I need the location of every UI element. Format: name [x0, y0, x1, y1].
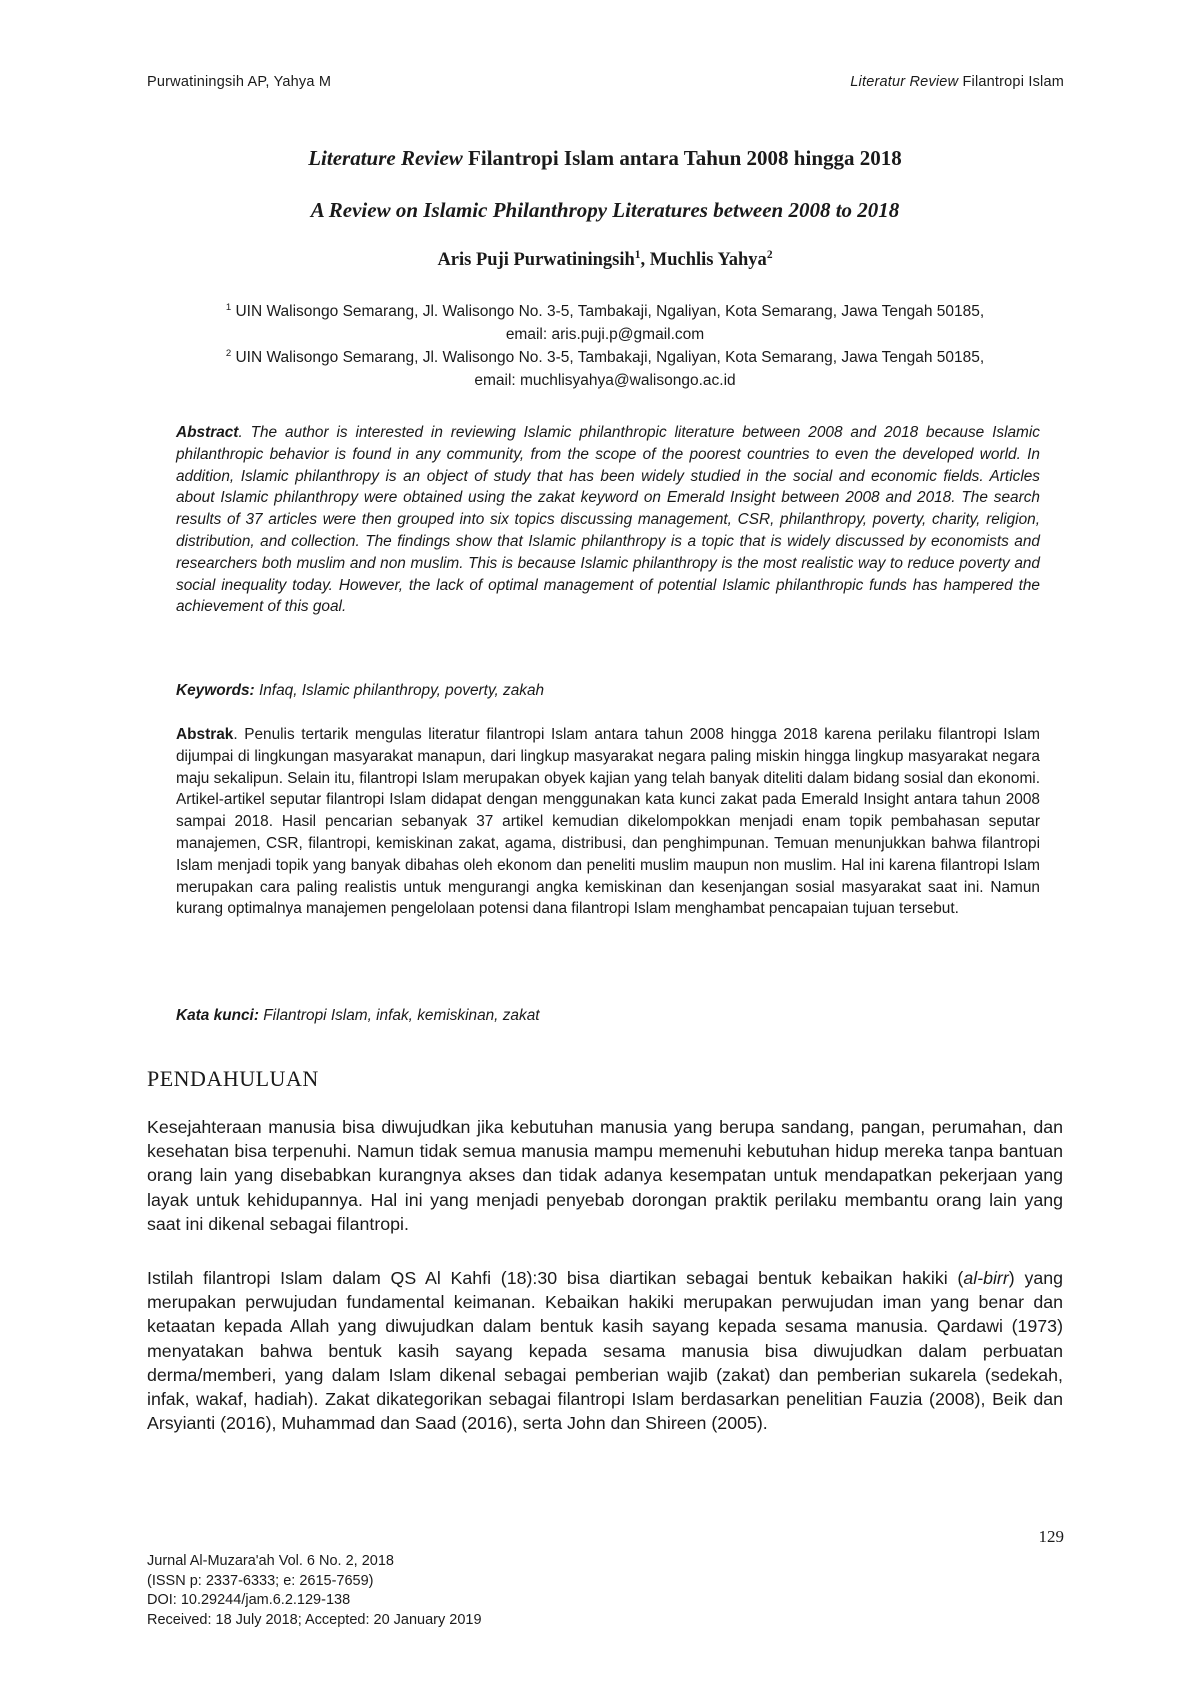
- abstract-english: [176, 422, 1040, 618]
- author-affiliation-mark: 2: [766, 248, 773, 261]
- page-number: 129: [1038, 1527, 1064, 1546]
- affiliation-institution: [147, 347, 1063, 370]
- footer-doi: DOI: 10.29244/jam.6.2.129-138: [147, 1592, 351, 1608]
- running-header-authors: Purwatiningsih AP, Yahya M: [147, 74, 332, 90]
- author-list: [147, 250, 1063, 271]
- keywords-english: [176, 680, 1040, 702]
- author-name: Aris Puji Purwatiningsih: [437, 250, 635, 270]
- paragraph-text: ) yang merupakan perwujudan fundamental keimanan. Kebaikan hakiki merupakan perwujudan iman yang benar dan ketaatan kepada Allah yang diwujudkan dalam bentuk kasih sayang kepada sesama manusia. Qardawi (1973) menyatakan bahwa bentuk kasih sayang kepada sesama manusia bisa diwujudkan dalam perbuatan derma/memberi, yang dalam Islam dikenal sebagai pemberian wajib (zakat) dan pemberian sukarela (sedekah, infak, wakaf, hadiah). Zakat dikategorikan sebagai filantropi Islam berdasarkan penelitian Fauzia (2008), Beik dan Arsyianti (2016), Muhammad dan Saad (2016), serta John dan Shireen (2005).: [147, 1268, 1063, 1434]
- author-separator: ,: [640, 250, 650, 270]
- abstrak-text: . Penulis tertarik mengulas literatur filantropi Islam antara tahun 2008 hingga 2018 karena perilaku filantropi Islam dijumpai di lingkungan masyarakat manapun, dari lingkup masyarakat negara paling miskin hingga lingkup masyarakat negara maju sekalipun. Selain itu, filantropi Islam merupakan obyek kajian yang telah banyak diteliti dalam bidang sosial dan ekonomi. Artikel-artikel seputar filantropi Islam didapat dengan menggunakan kata kunci zakat pada Emerald Insight antara tahun 2008 sampai 2018. Hasil pencarian sebanyak 37 artikel kemudian dikelompokkan menjadi enam topik pembahasan seputar manajemen, CSR, filantropi, kemiskinan zakat, agama, distribusi, dan penghimpunan. Temuan menunjukkan bahwa filantropi Islam menjadi topik yang banyak dibahas oleh ekonom dan peneliti muslim maupun non muslim. Hal ini karena filantropi Islam merupakan cara paling realistis untuk mengurangi angka kemiskinan dan kesenjangan sosial masyarakat saat ini. Namun kurang optimalnya manajemen pengelolaan potensi dana filantropi Islam menghambat pencapaian tujuan tersebut.: [176, 726, 1040, 918]
- body-paragraph: [147, 1266, 1063, 1435]
- affiliation-address: UIN Walisongo Semarang, Jl. Walisongo No. 3-5, Tambakaji, Ngaliyan, Kota Semarang, Jawa Tengah 50185,: [231, 303, 985, 320]
- running-header-title-italic: Literatur Review: [850, 74, 959, 90]
- abstract-indonesian: [176, 724, 1040, 920]
- abstract-label: Abstract: [176, 424, 239, 441]
- keywords-indonesian: [176, 1005, 1040, 1027]
- affiliation: [147, 301, 1063, 346]
- affiliation-institution: [147, 301, 1063, 324]
- paragraph-text: Istilah filantropi Islam dalam QS Al Kahfi (18):30 bisa diartikan sebagai bentuk kebaikan hakiki (: [147, 1268, 964, 1288]
- affiliation-email: email: muchlisyahya@walisongo.ac.id: [474, 371, 736, 389]
- footer-journal: Jurnal Al-Muzara'ah Vol. 6 No. 2, 2018: [147, 1553, 394, 1569]
- affiliation-address: UIN Walisongo Semarang, Jl. Walisongo No. 3-5, Tambakaji, Ngaliyan, Kota Semarang, Jawa Tengah 50185,: [231, 349, 985, 366]
- author-affiliation-mark: 1: [634, 248, 641, 261]
- running-header-title-rest: Filantropi Islam: [958, 74, 1064, 90]
- section-heading: PENDAHULUAN: [147, 1066, 319, 1091]
- running-header-title: [850, 74, 1064, 90]
- affiliation-email: email: aris.puji.p@gmail.com: [505, 325, 705, 343]
- abstract-text: . The author is interested in reviewing Islamic philanthropic literature between 2008 and 2018 because Islamic philanthropic behavior is found in any community, from the scope of the poorest countries to even the developed world. In addition, Islamic philanthropy is an object of study that has been widely studied in the social and economic fields. Articles about Islamic philanthropy were obtained using the zakat keyword on Emerald Insight between 2008 and 2018. The search results of 37 articles were then grouped into six topics discussing management, CSR, philanthropy, poverty, charity, religion, distribution, and collection. The findings show that Islamic philanthropy is a topic that is widely discussed by economists and researchers both muslim and non muslim. This is because Islamic philanthropy is the most realistic way to reduce poverty and social inequality today. However, the lack of optimal management of potential Islamic philanthropic funds has hampered the achievement of this goal.: [176, 424, 1040, 616]
- article-title-english: A Review on Islamic Philanthropy Literatures between 2008 to 2018: [310, 198, 900, 222]
- abstrak-label: Abstrak: [176, 726, 234, 743]
- body-paragraph: Kesejahteraan manusia bisa diwujudkan jika kebutuhan manusia yang berupa sandang, pangan, perumahan, dan kesehatan bisa terpenuhi. Namun tidak semua manusia mampu memenuhi kebutuhan hidup mereka tanpa bantuan orang lain yang disebabkan kurangnya akses dan tidak adanya kesempatan untuk mendapatkan pekerjaan yang layak untuk kehidupannya. Hal ini yang menjadi penyebab dorongan praktik perilaku membantu orang lain yang saat ini dikenal sebagai filantropi.: [147, 1117, 1063, 1234]
- footer-received: Received: 18 July 2018; Accepted: 20 January 2019: [147, 1611, 482, 1628]
- author-name: Muchlis Yahya: [649, 250, 767, 270]
- affiliation-mark: 2: [225, 347, 232, 359]
- paragraph-italic-term: al-birr: [963, 1268, 1009, 1288]
- keywords-text: Infaq, Islamic philanthropy, poverty, zakah: [254, 682, 545, 699]
- journal-footer: [147, 1552, 482, 1630]
- footer-issn: (ISSN p: 2337-6333; e: 2615-7659): [147, 1572, 374, 1589]
- kata-kunci-label: Kata kunci:: [176, 1007, 259, 1024]
- article-title: [147, 146, 1063, 171]
- kata-kunci-text: Filantropi Islam, infak, kemiskinan, zakat: [258, 1007, 540, 1024]
- affiliation-mark: 1: [225, 301, 232, 313]
- article-title-italic: Literature Review: [308, 146, 463, 170]
- affiliation: [147, 347, 1063, 392]
- article-title-rest: Filantropi Islam antara Tahun 2008 hingga 2018: [462, 146, 902, 170]
- keywords-label: Keywords:: [176, 682, 255, 699]
